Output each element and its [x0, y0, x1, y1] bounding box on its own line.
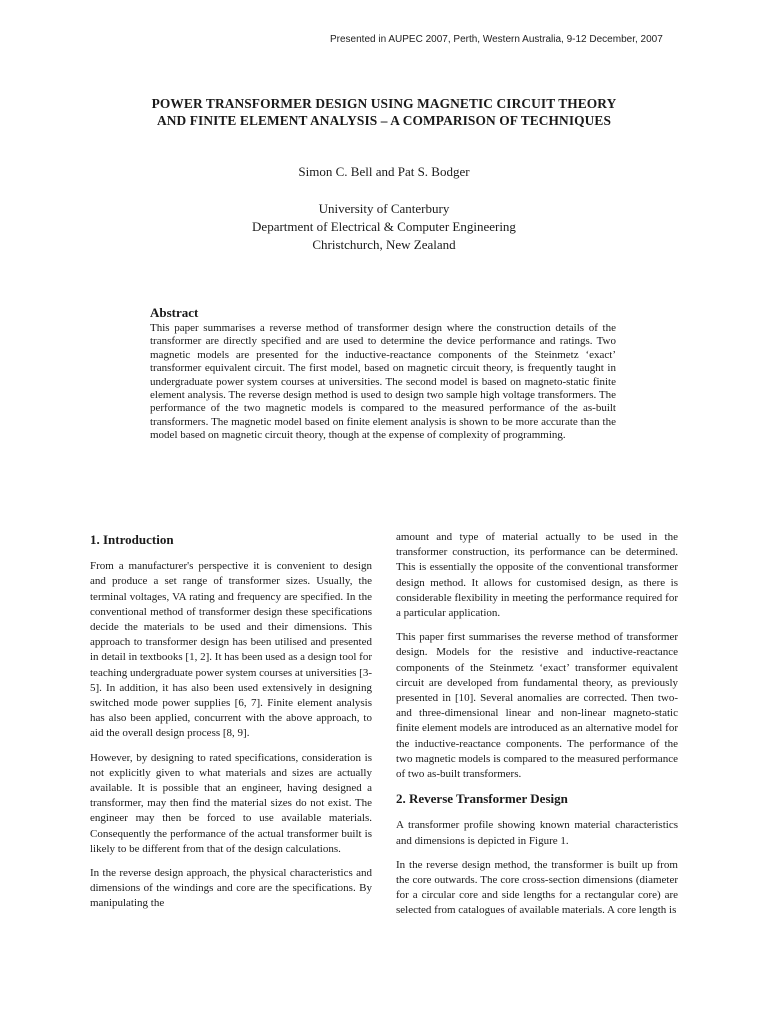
- paragraph: However, by designing to rated specifications, consideration is not explicitly given to what materials and sizes are actually available. It is possible that an engineer, having designed a transformer, may then find the material sizes do not exist. The engineer may then be forced to use available materials. Consequently the performance of the actual transformer built is likely to be different from that of the design calculations.: [90, 751, 372, 855]
- paragraph: amount and type of material actually to be used in the transformer construction, its performance can be determined. This is essentially the opposite of the conventional transformer design method. It allows for customised design, as there is considerable flexibility in meeting the performance required for a particular application.: [396, 531, 678, 620]
- right-column: [396, 530, 678, 928]
- title-line: POWER TRANSFORMER DESIGN USING MAGNETIC CIRCUIT THEORY: [151, 96, 617, 111]
- university: University of Canterbury: [318, 201, 450, 216]
- affiliation: [0, 200, 768, 254]
- paragraph: From a manufacturer's perspective it is convenient to design and produce a set range of transformer sizes. Usually, the terminal voltages, VA rating and frequency are specified. In the conventional method of transformer design these specifications decide the materials to be used and their dimensions. This approach to transformer design has been utilised and presented in detail in textbooks [1, 2]. It has been used as a design tool for teaching undergraduate power system courses at universities [3-5]. In addition, it has also been used extensively in designing switched mode power supplies [6, 7]. Finite element analysis has also been applied, concurrent with the above approach, to aid the overall design process [8, 9].: [90, 560, 372, 740]
- paragraph: In the reverse design method, the transformer is built up from the core outwards. The core cross-section dimensions (diameter for a circular core and side lengths for a rectangular core) are selected from catalogues of available materials. A core length is: [396, 858, 678, 917]
- conference-header: Presented in AUPEC 2007, Perth, Western Australia, 9-12 December, 2007: [330, 34, 663, 45]
- paper-title: [60, 96, 708, 129]
- paragraph: In the reverse design approach, the physical characteristics and dimensions of the windings and core are the specifications. By manipulating the: [90, 867, 372, 910]
- section-heading-introduction: 1. Introduction: [90, 532, 174, 547]
- abstract-text: This paper summarises a reverse method of transformer design where the construction details of the transformer are directly specified and are used to determine the device performance and ratings. Two magnetic models are presented for the inductive-reactance components of the Steinmetz ‘exact’ transformer equivalent circuit. The first model, based on magnetic circuit theory, is frequently taught in undergraduate power system courses at universities. The second model is based on magneto-static finite element analysis. The reverse design method is used to design two sample high voltage transformers. The performance of the two magnetic models is compared to the measured performance of the as-built transformers. The magnetic model based on finite element analysis is shown to be more accurate than the model based on magnetic circuit theory, though at the expense of complexity of programming.: [150, 322, 616, 442]
- paragraph: A transformer profile showing known material characteristics and dimensions is depicted in Figure 1.: [396, 819, 678, 847]
- section-heading-reverse-design: 2. Reverse Transformer Design: [396, 791, 568, 807]
- title-line: AND FINITE ELEMENT ANALYSIS – A COMPARISON OF TECHNIQUES: [156, 112, 612, 128]
- authors: Simon C. Bell and Pat S. Bodger: [298, 164, 470, 179]
- abstract-heading: Abstract: [150, 305, 199, 320]
- department: Department of Electrical & Computer Engineering: [252, 219, 516, 234]
- paragraph: This paper first summarises the reverse method of transformer design. Models for the resistive and inductive-reactance components of the Steinmetz ‘exact’ transformer equivalent circuit are developed from fundamental theory, as previously presented in [10]. Several anomalies are corrected. Then two- and three-dimensional linear and non-linear magneto-static finite element models are introduced as an alternative model for the inductive-reactance components. The performance of the two magnetic models is compared to the measured performance of two as-built transformers.: [396, 631, 678, 781]
- location: Christchurch, New Zealand: [312, 237, 456, 252]
- left-column: [90, 532, 372, 921]
